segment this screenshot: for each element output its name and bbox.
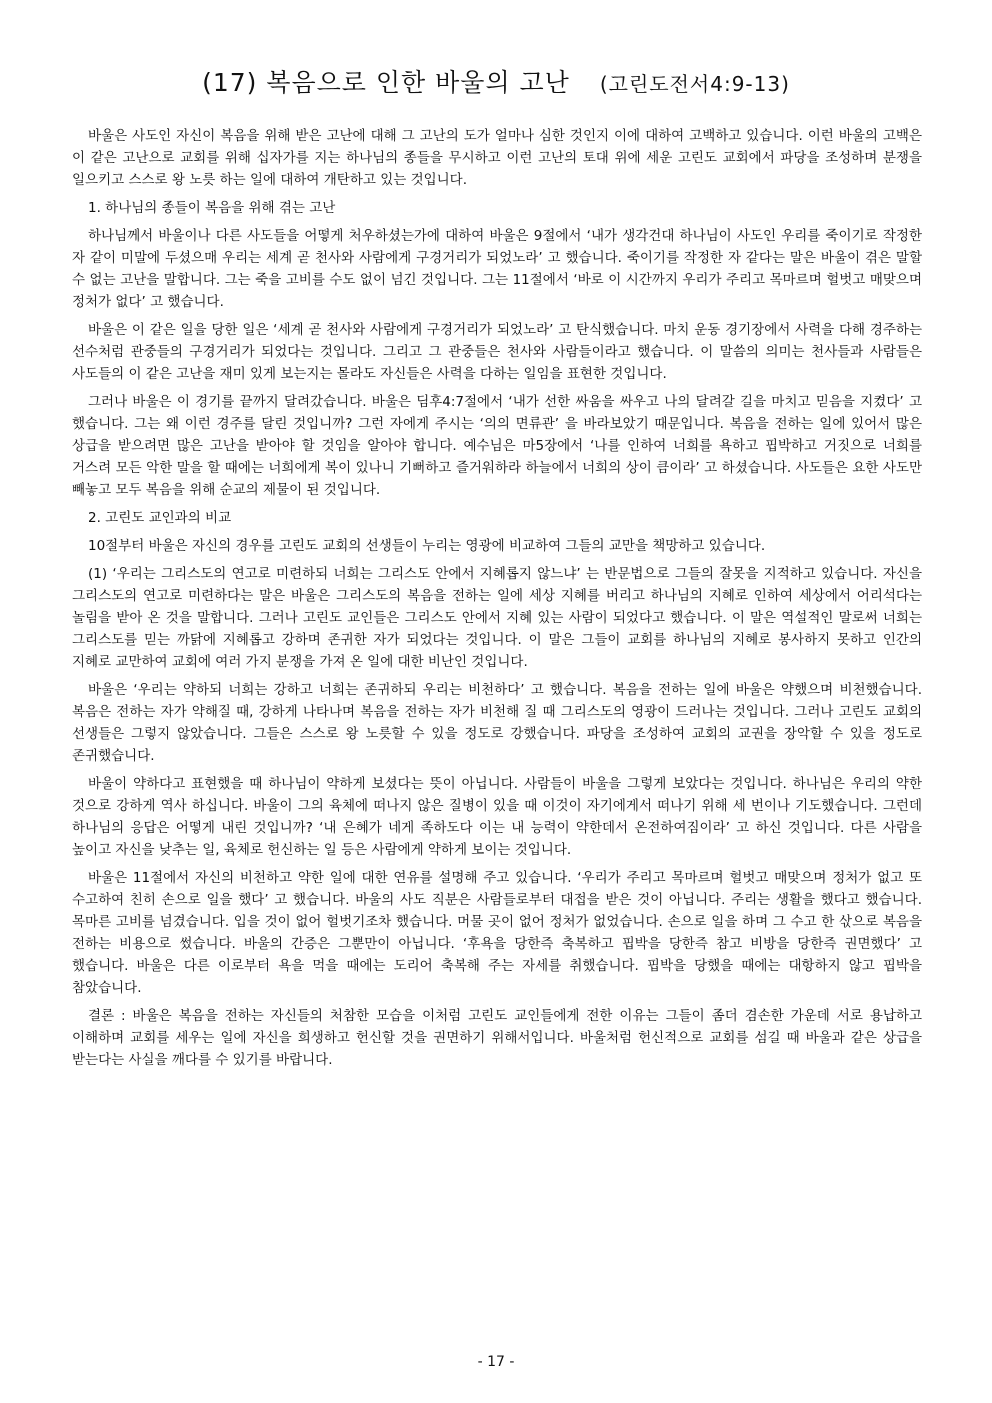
page-number: - 17 -	[477, 1354, 515, 1370]
paragraph: 하나님께서 바울이나 다른 사도들을 어떻게 처우하셨는가에 대하여 바울은 9절에서 ‘내가 생각건대 하나님이 사도인 우리를 죽이기로 작정한 자 같이 미말에 두셨으매 우리는 세계 곧 천사와 사람에게 구경거리가 되었노라’ 고 했습니다. 죽이기를 작정한 자 같다는 말은 바울이 겪은 말할 수 없는 고난을 말합니다. 그는 죽을 고비를 수도 없이 넘긴 것입니다. 그는 11절에서 ‘바로 이 시간까지 우리가 주리고 목마르며 헐벗고 매맞으며 정처가 없다’ 고 했습니다.	[72, 228, 922, 310]
paragraph-conclusion: 결론 : 바울은 복음을 전하는 자신들의 처참한 모습을 이처럼 고린도 교인들에게 전한 이유는 그들이 좀더 겸손한 가운데 서로 용납하고 이해하며 교회를 세우는 일에 자신을 희생하고 헌신할 것을 권면하기 위해서입니다. 바울처럼 헌신적으로 교회를 섬길 때 바울과 같은 상급을 받는다는 사실을 깨다를 수 있기를 바랍니다.	[72, 1008, 922, 1068]
scripture-reference: (고린도전서4:9-13)	[599, 72, 790, 96]
paragraph: (1) ‘우리는 그리스도의 연고로 미련하되 너희는 그리스도 안에서 지혜롭지 않느냐’ 는 반문법으로 그들의 잘못을 지적하고 있습니다. 자신을 그리스도의 연고로 미련하다는 말은 바울은 그리스도의 복음을 전하는 일에 세상 지혜를 버리고 하나님의 지혜로 인하여 세상에서 어리석다는 놀림을 받아 온 것을 말합니다. 그러나 고린도 교인들은 그리스도 안에서 지혜 있는 사람이 되었다고 했습니다. 이 말은 역설적인 말로써 너희는 그리스도를 믿는 까닭에 지혜롭고 강하며 존귀한 자가 되었다는 것입니다. 이 말은 그들이 교회를 하나님의 지혜로 봉사하지 못하고 인간의 지혜로 교만하여 교회에 여러 가지 분쟁을 가져 온 일에 대한 비난인 것입니다.	[72, 566, 922, 670]
paragraph: 바울은 11절에서 자신의 비천하고 약한 일에 대한 연유를 설명해 주고 있습니다. ‘우리가 주리고 목마르며 헐벗고 매맞으며 정처가 없고 또 수고하여 친히 손으로 일을 했다’ 고 했습니다. 바울의 사도 직분은 사람들로부터 대접을 받은 것이 아닙니다. 주리는 생활을 했다고 했습니다. 목마른 고비를 넘겼습니다. 입을 것이 없어 헐벗기조차 했습니다. 머물 곳이 없어 정처가 없었습니다. 손으로 일을 하며 그 수고 한 삯으로 복음을 전하는 비용으로 썼습니다. 바울의 간증은 그뿐만이 아닙니다. ‘후욕을 당한즉 축복하고 핍박을 당한즉 참고 비방을 당한즉 권면했다’ 고 했습니다. 바울은 다른 이로부터 욕을 먹을 때에는 도리어 축복해 주는 자세를 취했습니다. 핍박을 당했을 때에는 대항하지 않고 핍박을 참았습니다.	[72, 870, 922, 996]
paragraph: 바울은 ‘우리는 약하되 너희는 강하고 너희는 존귀하되 우리는 비천하다’ 고 했습니다. 복음을 전하는 일에 바울은 약했으며 비천했습니다. 복음은 전하는 자가 약해질 때, 강하게 나타나며 복음을 전하는 자가 비천해 질 때 그리스도의 영광이 드러나는 것입니다. 그러나 고린도 교회의 선생들은 그렇지 않았습니다. 그들은 스스로 왕 노릇할 수 있을 정도로 강했습니다. 파당을 조성하여 교회의 교권을 장악할 수 있을 정도로 존귀했습니다.	[72, 682, 922, 764]
page-title	[0, 66, 992, 101]
paragraph-intro: 바울은 사도인 자신이 복음을 위해 받은 고난에 대해 그 고난의 도가 얼마나 심한 것인지 이에 대하여 고백하고 있습니다. 이런 바울의 고백은 이 같은 고난으로 교회를 위해 십자가를 지는 하나님의 종들을 무시하고 이런 고난의 토대 위에 세운 고린도 교회에서 파당을 조성하며 분쟁을 일으키고 스스로 왕 노릇 하는 일에 대하여 개탄하고 있는 것입니다.	[72, 128, 922, 188]
document-body	[72, 125, 922, 1077]
title-text: (17) 복음으로 인한 바울의 고난	[202, 68, 570, 97]
paragraph: 바울은 이 같은 일을 당한 일은 ‘세계 곧 천사와 사람에게 구경거리가 되었노라’ 고 탄식했습니다. 마치 운동 경기장에서 사력을 다해 경주하는 선수처럼 관중들의 구경거리가 되었다는 것입니다. 그리고 그 관중들은 천사와 사람들이라고 했습니다. 이 말씀의 의미는 천사들과 사람들은 사도들의 이 같은 고난을 재미 있게 보는지는 몰라도 자신들은 사력을 다하는 일임을 표현한 것입니다.	[72, 322, 922, 382]
section-heading-1: 1. 하나님의 종들이 복음을 위해 겪는 고난	[88, 200, 336, 216]
paragraph: 10절부터 바울은 자신의 경우를 고린도 교회의 선생들이 누리는 영광에 비교하여 그들의 교만을 책망하고 있습니다.	[88, 538, 766, 554]
section-heading-2: 2. 고린도 교인과의 비교	[88, 510, 232, 526]
paragraph: 바울이 약하다고 표현했을 때 하나님이 약하게 보셨다는 뜻이 아닙니다. 사람들이 바울을 그렇게 보았다는 것입니다. 하나님은 우리의 약한 것으로 강하게 역사 하십니다. 바울이 그의 육체에 떠나지 않은 질병이 있을 때 이것이 자기에게서 떠나기 위해 세 번이나 기도했습니다. 그런데 하나님의 응답은 어떻게 내린 것입니까? ‘내 은혜가 네게 족하도다 이는 내 능력이 약한데서 온전하여짐이라’ 고 하신 것입니다. 다른 사람을 높이고 자신을 낮추는 일, 육체로 헌신하는 일 등은 사람에게 약하게 보이는 것입니다.	[72, 776, 922, 858]
paragraph: 그러나 바울은 이 경기를 끝까지 달려갔습니다. 바울은 딤후4:7절에서 ‘내가 선한 싸움을 싸우고 나의 달려갈 길을 마치고 믿음을 지켰다’ 고 했습니다. 그는 왜 이런 경주를 달린 것입니까? 그런 자에게 주시는 ‘의의 면류관’ 을 바라보았기 때문입니다. 복음을 전하는 일에 있어서 많은 상급을 받으려면 많은 고난을 받아야 할 것임을 알아야 합니다. 예수님은 마5장에서 ‘나를 인하여 너희를 욕하고 핍박하고 거짓으로 너희를 거스려 모든 악한 말을 할 때에는 너희에게 복이 있나니 기뻐하고 즐거워하라 하늘에서 너희의 상이 큼이라’ 고 하셨습니다. 사도들은 요한 사도만 빼놓고 모두 복음을 위해 순교의 제물이 된 것입니다.	[72, 394, 922, 498]
